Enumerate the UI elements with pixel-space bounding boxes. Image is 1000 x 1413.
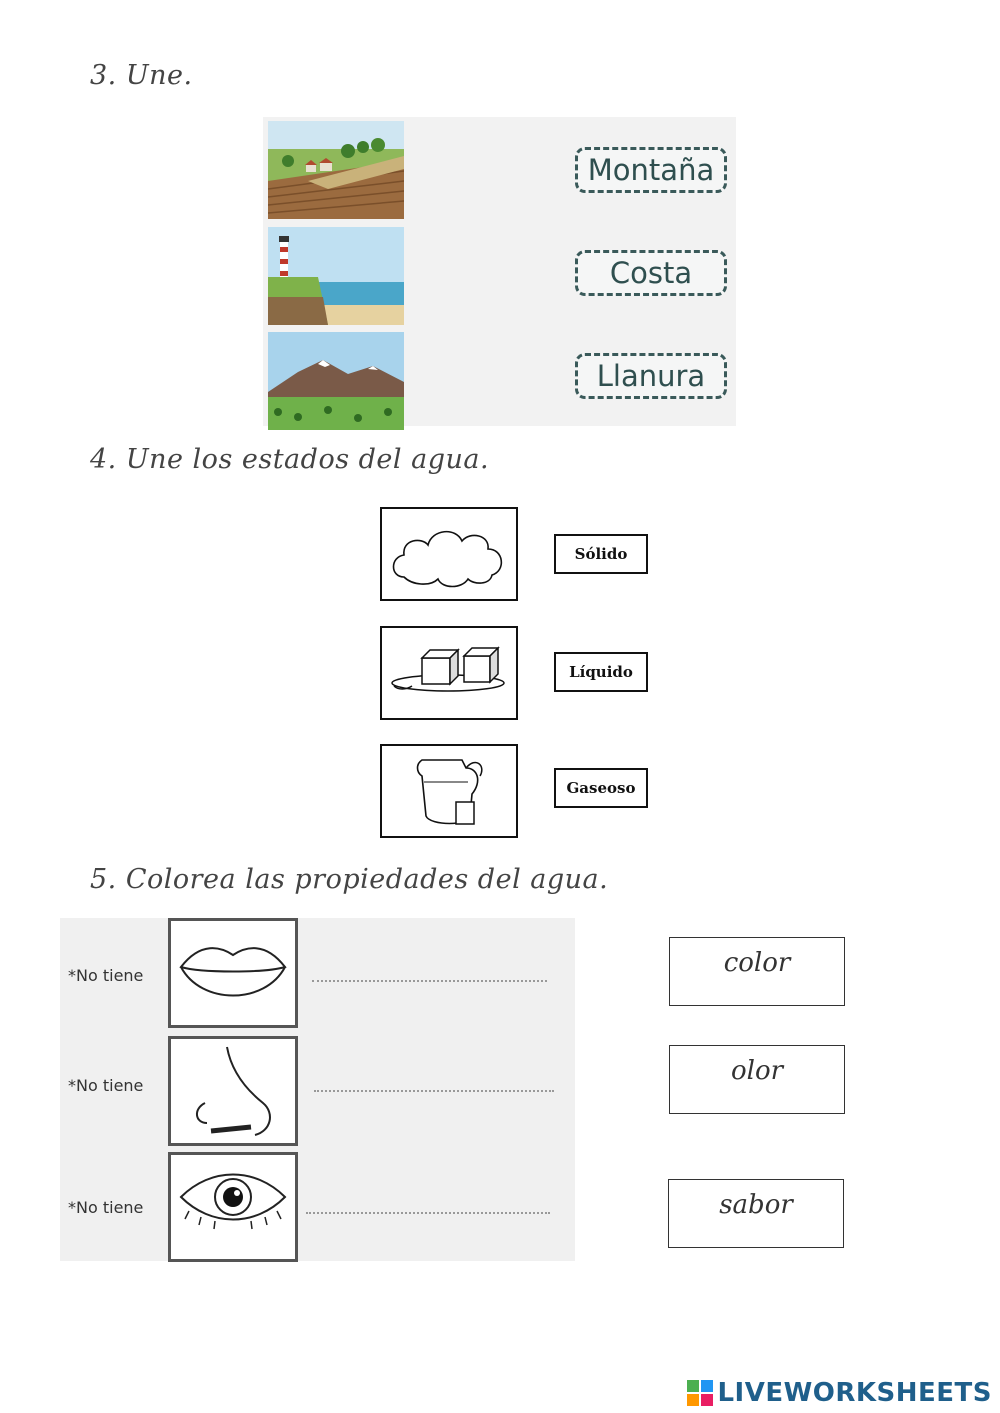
answer-line[interactable]: [312, 980, 547, 982]
farmland-plain-image: [268, 121, 404, 219]
answer-line[interactable]: [306, 1212, 550, 1214]
word-color[interactable]: color: [669, 937, 845, 1006]
label-llanura[interactable]: Llanura: [575, 353, 727, 399]
exercise-4-heading: 4. Une los estados del agua.: [90, 444, 490, 475]
label-gaseoso[interactable]: Gaseoso: [554, 768, 648, 808]
word-olor[interactable]: olor: [669, 1045, 845, 1114]
nose-icon: [168, 1036, 298, 1146]
logo-square: [701, 1380, 713, 1392]
logo-mark-icon: [687, 1380, 713, 1406]
no-tiene-text: *No tiene: [68, 966, 144, 985]
ice-cubes-icon: [380, 626, 518, 720]
logo-text: LIVEWORKSHEETS: [717, 1378, 992, 1408]
mountain-image: [268, 332, 404, 430]
label-solido[interactable]: Sólido: [554, 534, 648, 574]
cloud-icon: [380, 507, 518, 601]
exercise-3-heading: 3. Une.: [90, 60, 193, 91]
answer-line[interactable]: [314, 1090, 554, 1092]
no-tiene-text: *No tiene: [68, 1198, 144, 1217]
label-costa[interactable]: Costa: [575, 250, 727, 296]
no-tiene-text: *No tiene: [68, 1076, 144, 1095]
label-montana[interactable]: Montaña: [575, 147, 727, 193]
label-liquido[interactable]: Líquido: [554, 652, 648, 692]
coast-lighthouse-image: [268, 227, 404, 325]
lips-icon: [168, 918, 298, 1028]
exercise-5-heading: 5. Colorea las propiedades del agua.: [90, 864, 609, 895]
eye-icon: [168, 1152, 298, 1262]
word-sabor[interactable]: sabor: [668, 1179, 844, 1248]
water-jug-icon: [380, 744, 518, 838]
logo-square: [701, 1394, 713, 1406]
logo-square: [687, 1394, 699, 1406]
liveworksheets-logo: [687, 1378, 992, 1408]
logo-square: [687, 1380, 699, 1392]
